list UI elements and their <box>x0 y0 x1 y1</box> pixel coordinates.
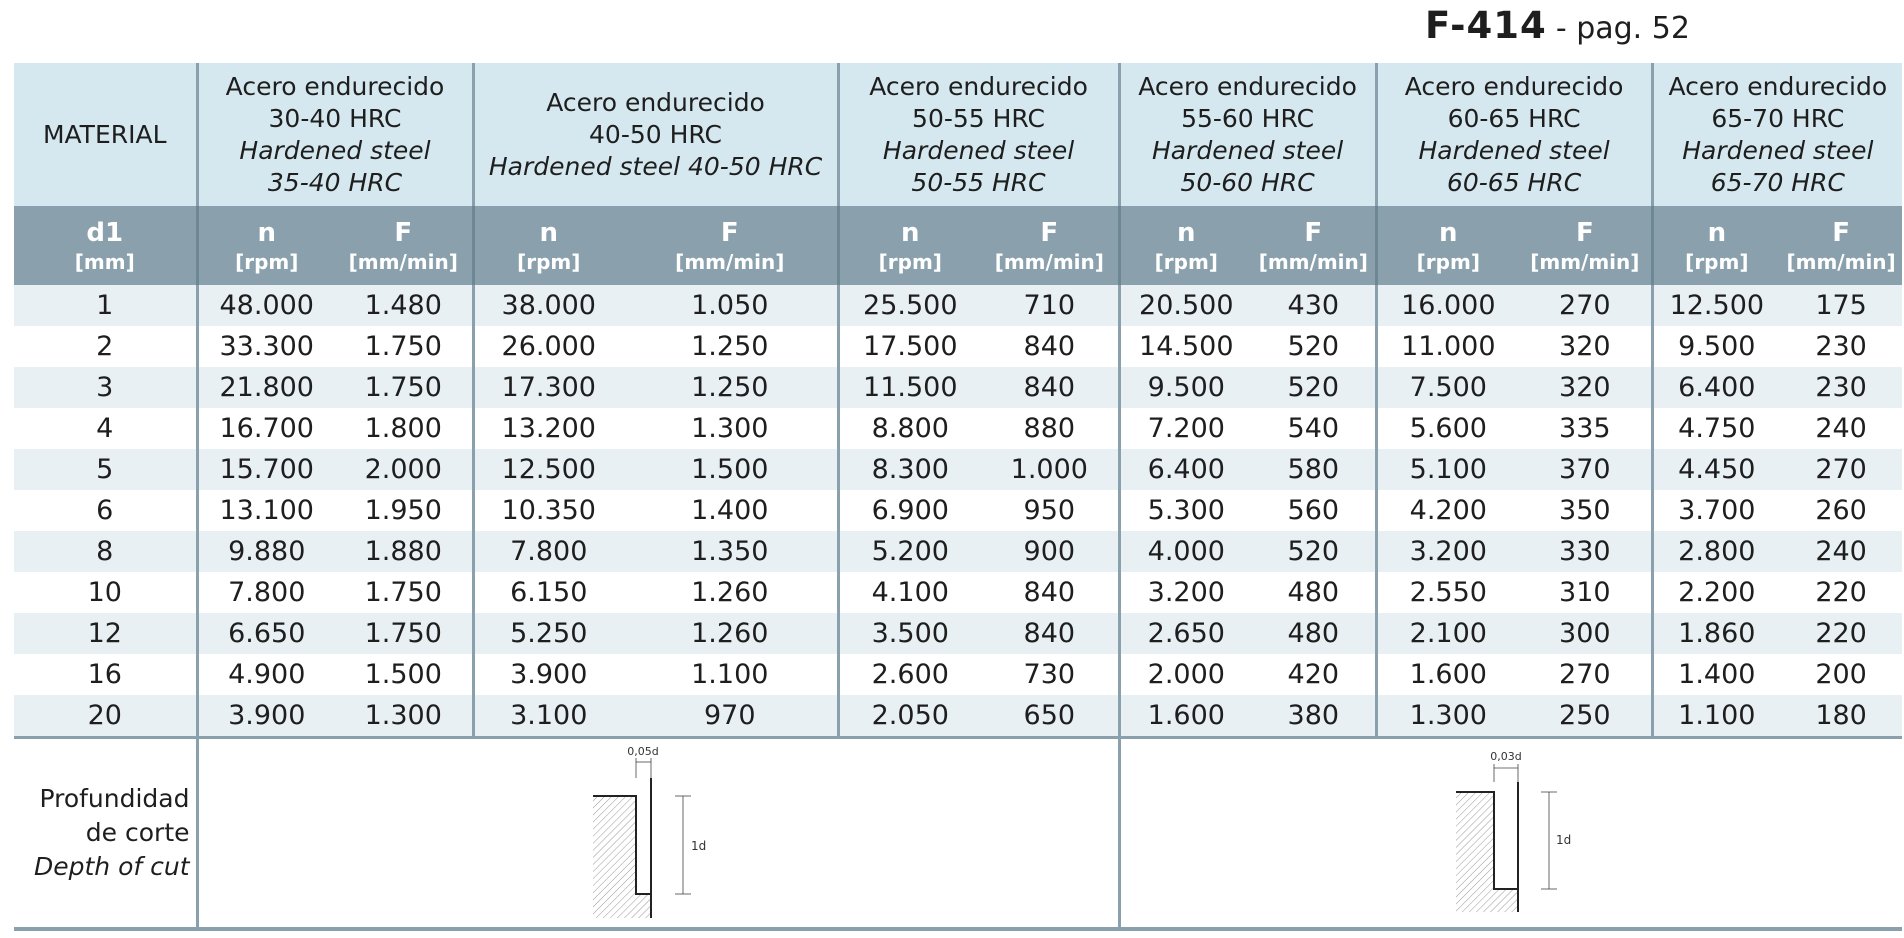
speed-cell: 7.800 <box>197 572 335 613</box>
feed-cell: 710 <box>981 285 1119 326</box>
product-code: F-414 <box>1425 4 1547 47</box>
n-unit: [rpm] <box>517 249 581 274</box>
depth-of-cut-diagram-a <box>593 744 723 922</box>
speed-cell: 5.600 <box>1376 408 1519 449</box>
feed-cell: 180 <box>1780 695 1902 738</box>
table-row <box>14 367 1902 408</box>
n-symbol: n <box>257 217 276 248</box>
feed-cell: 480 <box>1252 613 1376 654</box>
material-name-en: Hardened steel <box>1418 135 1610 165</box>
feed-cell: 220 <box>1780 613 1902 654</box>
feed-cell: 200 <box>1780 654 1902 695</box>
n-header <box>1652 206 1780 285</box>
feed-cell: 430 <box>1252 285 1376 326</box>
data-rows <box>14 285 1902 738</box>
n-unit: [rpm] <box>235 249 299 274</box>
feed-cell: 420 <box>1252 654 1376 695</box>
width-label: 0,05d <box>627 745 659 758</box>
n-header <box>473 206 623 285</box>
table-row <box>14 572 1902 613</box>
material-cell <box>1119 63 1376 206</box>
material-name-en: Hardened steel 40-50 HRC <box>488 151 823 181</box>
speed-cell: 1.100 <box>1652 695 1780 738</box>
feed-cell: 840 <box>981 326 1119 367</box>
speed-cell: 48.000 <box>197 285 335 326</box>
material-name-es: Acero endurecido <box>546 87 765 117</box>
f-unit: [mm/min] <box>675 249 785 274</box>
table-row <box>14 326 1902 367</box>
table-row <box>14 531 1902 572</box>
material-name-en: Hardened steel <box>882 135 1075 165</box>
speed-cell: 12.500 <box>1652 285 1780 326</box>
speed-cell: 6.650 <box>197 613 335 654</box>
speed-cell: 4.450 <box>1652 449 1780 490</box>
speed-cell: 8.300 <box>838 449 981 490</box>
material-name-es: 50-55 HRC <box>912 103 1046 133</box>
speed-cell: 1.400 <box>1652 654 1780 695</box>
n-header <box>1376 206 1519 285</box>
feed-cell: 335 <box>1519 408 1652 449</box>
material-name-es: Acero endurecido <box>1668 71 1888 101</box>
feed-cell: 240 <box>1780 531 1902 572</box>
feed-cell: 970 <box>623 695 838 738</box>
speed-cell: 12.500 <box>473 449 623 490</box>
workpiece-hatch <box>1456 792 1518 912</box>
d1-symbol: d1 <box>86 217 124 248</box>
speed-cell: 3.900 <box>473 654 623 695</box>
depth-label: 1d <box>691 839 707 853</box>
feed-cell: 1.950 <box>335 490 473 531</box>
feed-cell: 1.750 <box>335 326 473 367</box>
depth-label: 1d <box>1556 833 1572 847</box>
d1-header <box>14 206 197 285</box>
speed-cell: 3.200 <box>1119 572 1252 613</box>
f-header <box>335 206 473 285</box>
material-name-en: 60-65 HRC <box>1446 167 1582 197</box>
speed-cell: 14.500 <box>1119 326 1252 367</box>
feed-cell: 900 <box>981 531 1119 572</box>
feed-cell: 1.880 <box>335 531 473 572</box>
diameter-cell: 3 <box>14 367 197 408</box>
feed-cell: 270 <box>1519 654 1652 695</box>
f-symbol: F <box>394 217 413 248</box>
speed-cell: 4.100 <box>838 572 981 613</box>
diameter-cell: 8 <box>14 531 197 572</box>
feed-cell: 840 <box>981 367 1119 408</box>
speed-cell: 11.500 <box>838 367 981 408</box>
f-symbol: F <box>1832 217 1850 248</box>
table-row <box>14 408 1902 449</box>
column-header-row <box>14 206 1902 285</box>
depth-label-line: de corte <box>85 818 190 847</box>
f-unit: [mm/min] <box>1786 249 1896 274</box>
feed-cell: 230 <box>1780 367 1902 408</box>
diameter-cell: 20 <box>14 695 197 738</box>
feed-cell: 1.000 <box>981 449 1119 490</box>
speed-cell: 3.900 <box>197 695 335 738</box>
speed-cell: 2.800 <box>1652 531 1780 572</box>
speed-cell: 33.300 <box>197 326 335 367</box>
feed-cell: 480 <box>1252 572 1376 613</box>
page-title <box>1425 0 1690 52</box>
depth-label-english: Depth of cut <box>33 852 190 881</box>
depth-of-cut-label <box>14 738 197 930</box>
material-name-es: 60-65 HRC <box>1447 103 1581 133</box>
feed-cell: 1.500 <box>335 654 473 695</box>
material-name-es: Acero endurecido <box>225 71 445 101</box>
speed-cell: 7.500 <box>1376 367 1519 408</box>
speed-cell: 1.860 <box>1652 613 1780 654</box>
f-symbol: F <box>1304 217 1323 248</box>
n-unit: [rpm] <box>1685 249 1749 274</box>
speed-cell: 1.600 <box>1119 695 1252 738</box>
speed-cell: 5.200 <box>838 531 981 572</box>
feed-cell: 350 <box>1519 490 1652 531</box>
feed-cell: 730 <box>981 654 1119 695</box>
material-cell <box>838 63 1119 206</box>
feed-cell: 540 <box>1252 408 1376 449</box>
depth-diagram-cell-b <box>1119 738 1902 930</box>
speed-cell: 17.500 <box>838 326 981 367</box>
feed-cell: 1.100 <box>623 654 838 695</box>
speed-cell: 11.000 <box>1376 326 1519 367</box>
n-unit: [rpm] <box>1416 249 1480 274</box>
feed-cell: 300 <box>1519 613 1652 654</box>
workpiece-hatch <box>593 796 651 918</box>
feed-cell: 1.750 <box>335 367 473 408</box>
feed-cell: 240 <box>1780 408 1902 449</box>
feed-cell: 320 <box>1519 326 1652 367</box>
speed-cell: 1.300 <box>1376 695 1519 738</box>
speed-cell: 13.100 <box>197 490 335 531</box>
f-unit: [mm/min] <box>1258 249 1368 274</box>
speed-cell: 4.750 <box>1652 408 1780 449</box>
feed-cell: 2.000 <box>335 449 473 490</box>
speed-cell: 3.100 <box>473 695 623 738</box>
feed-cell: 330 <box>1519 531 1652 572</box>
material-name-es: 55-60 HRC <box>1181 103 1315 133</box>
speed-cell: 7.200 <box>1119 408 1252 449</box>
feed-cell: 260 <box>1780 490 1902 531</box>
feed-cell: 560 <box>1252 490 1376 531</box>
speed-cell: 2.200 <box>1652 572 1780 613</box>
diameter-cell: 4 <box>14 408 197 449</box>
speed-cell: 38.000 <box>473 285 623 326</box>
feed-cell: 1.260 <box>623 613 838 654</box>
material-name-es: Acero endurecido <box>869 71 1088 101</box>
feed-cell: 1.350 <box>623 531 838 572</box>
n-symbol: n <box>1177 217 1196 248</box>
speed-cell: 20.500 <box>1119 285 1252 326</box>
depth-label-line: Profundidad <box>39 784 190 813</box>
speed-cell: 9.880 <box>197 531 335 572</box>
speed-cell: 10.350 <box>473 490 623 531</box>
feed-cell: 1.300 <box>623 408 838 449</box>
material-name-en: 50-55 HRC <box>911 167 1046 197</box>
speed-cell: 3.200 <box>1376 531 1519 572</box>
material-name-es: 30-40 HRC <box>268 103 402 133</box>
table-row <box>14 449 1902 490</box>
feed-cell: 650 <box>981 695 1119 738</box>
diameter-cell: 2 <box>14 326 197 367</box>
n-symbol: n <box>539 217 559 248</box>
f-unit: [mm/min] <box>348 249 458 274</box>
n-header <box>838 206 981 285</box>
diameter-cell: 6 <box>14 490 197 531</box>
n-header <box>1119 206 1252 285</box>
speed-cell: 2.050 <box>838 695 981 738</box>
diameter-cell: 10 <box>14 572 197 613</box>
feed-cell: 840 <box>981 572 1119 613</box>
table-row <box>14 654 1902 695</box>
speed-cell: 6.400 <box>1652 367 1780 408</box>
material-label: MATERIAL <box>14 63 197 206</box>
speed-cell: 1.600 <box>1376 654 1519 695</box>
n-unit: [rpm] <box>1154 249 1218 274</box>
f-header <box>1519 206 1652 285</box>
speed-cell: 6.400 <box>1119 449 1252 490</box>
feed-cell: 1.050 <box>623 285 838 326</box>
f-header <box>623 206 838 285</box>
material-cell <box>1376 63 1652 206</box>
material-name-es: 65-70 HRC <box>1711 103 1845 133</box>
feed-cell: 310 <box>1519 572 1652 613</box>
n-header <box>197 206 335 285</box>
feed-cell: 1.400 <box>623 490 838 531</box>
diameter-cell: 16 <box>14 654 197 695</box>
feed-cell: 230 <box>1780 326 1902 367</box>
depth-of-cut-row <box>14 738 1902 930</box>
n-symbol: n <box>1439 217 1458 248</box>
f-unit: [mm/min] <box>994 249 1104 274</box>
speed-cell: 13.200 <box>473 408 623 449</box>
material-cell <box>1652 63 1902 206</box>
speed-cell: 2.650 <box>1119 613 1252 654</box>
width-label: 0,03d <box>1490 750 1523 763</box>
feed-cell: 370 <box>1519 449 1652 490</box>
f-header <box>1252 206 1376 285</box>
feed-cell: 175 <box>1780 285 1902 326</box>
speed-cell: 4.000 <box>1119 531 1252 572</box>
speed-cell: 8.800 <box>838 408 981 449</box>
speed-cell: 16.700 <box>197 408 335 449</box>
f-unit: [mm/min] <box>1530 249 1640 274</box>
feed-cell: 880 <box>981 408 1119 449</box>
speed-cell: 17.300 <box>473 367 623 408</box>
table-row <box>14 490 1902 531</box>
feed-cell: 520 <box>1252 367 1376 408</box>
cutting-data-table <box>14 63 1902 931</box>
material-name-en: Hardened steel <box>1682 135 1874 165</box>
feed-cell: 1.300 <box>335 695 473 738</box>
feed-cell: 580 <box>1252 449 1376 490</box>
speed-cell: 5.100 <box>1376 449 1519 490</box>
feed-cell: 950 <box>981 490 1119 531</box>
d1-unit: [mm] <box>74 249 135 274</box>
speed-cell: 2.550 <box>1376 572 1519 613</box>
feed-cell: 380 <box>1252 695 1376 738</box>
table-row <box>14 695 1902 738</box>
diameter-cell: 5 <box>14 449 197 490</box>
feed-cell: 1.750 <box>335 613 473 654</box>
table-row <box>14 613 1902 654</box>
f-symbol: F <box>1040 217 1059 248</box>
n-symbol: n <box>901 217 920 248</box>
material-name-en: 65-70 HRC <box>1710 167 1845 197</box>
speed-cell: 25.500 <box>838 285 981 326</box>
speed-cell: 3.700 <box>1652 490 1780 531</box>
feed-cell: 250 <box>1519 695 1652 738</box>
f-symbol: F <box>1575 217 1594 248</box>
speed-cell: 3.500 <box>838 613 981 654</box>
n-symbol: n <box>1707 217 1727 248</box>
feed-cell: 270 <box>1780 449 1902 490</box>
material-name-es: Acero endurecido <box>1404 71 1624 101</box>
speed-cell: 7.800 <box>473 531 623 572</box>
speed-cell: 4.900 <box>197 654 335 695</box>
feed-cell: 1.480 <box>335 285 473 326</box>
material-cell <box>197 63 473 206</box>
feed-cell: 840 <box>981 613 1119 654</box>
f-symbol: F <box>720 217 739 248</box>
feed-cell: 320 <box>1519 367 1652 408</box>
diameter-cell: 12 <box>14 613 197 654</box>
material-name-es: 40-50 HRC <box>589 119 723 149</box>
feed-cell: 1.250 <box>623 326 838 367</box>
material-name-en: 35-40 HRC <box>267 167 403 197</box>
feed-cell: 1.800 <box>335 408 473 449</box>
f-header <box>1780 206 1902 285</box>
feed-cell: 1.750 <box>335 572 473 613</box>
speed-cell: 16.000 <box>1376 285 1519 326</box>
feed-cell: 520 <box>1252 531 1376 572</box>
speed-cell: 2.100 <box>1376 613 1519 654</box>
speed-cell: 9.500 <box>1652 326 1780 367</box>
speed-cell: 9.500 <box>1119 367 1252 408</box>
diameter-cell: 1 <box>14 285 197 326</box>
depth-diagram-cell-a <box>197 738 1119 930</box>
speed-cell: 21.800 <box>197 367 335 408</box>
speed-cell: 5.250 <box>473 613 623 654</box>
material-name-en: 50-60 HRC <box>1180 167 1315 197</box>
n-unit: [rpm] <box>878 249 942 274</box>
material-name-es: Acero endurecido <box>1138 71 1357 101</box>
depth-of-cut-diagram-b <box>1446 744 1576 922</box>
page-reference: - pag. 52 <box>1555 11 1690 46</box>
speed-cell: 4.200 <box>1376 490 1519 531</box>
feed-cell: 520 <box>1252 326 1376 367</box>
speed-cell: 5.300 <box>1119 490 1252 531</box>
material-cell <box>473 63 838 206</box>
material-name-en: Hardened steel <box>239 135 431 165</box>
speed-cell: 6.150 <box>473 572 623 613</box>
speed-cell: 2.000 <box>1119 654 1252 695</box>
feed-cell: 1.500 <box>623 449 838 490</box>
feed-cell: 220 <box>1780 572 1902 613</box>
speed-cell: 26.000 <box>473 326 623 367</box>
table-row <box>14 285 1902 326</box>
feed-cell: 1.260 <box>623 572 838 613</box>
speed-cell: 6.900 <box>838 490 981 531</box>
speed-cell: 2.600 <box>838 654 981 695</box>
material-name-en: Hardened steel <box>1151 135 1344 165</box>
material-header-row <box>14 63 1902 206</box>
speed-cell: 15.700 <box>197 449 335 490</box>
feed-cell: 270 <box>1519 285 1652 326</box>
f-header <box>981 206 1119 285</box>
feed-cell: 1.250 <box>623 367 838 408</box>
